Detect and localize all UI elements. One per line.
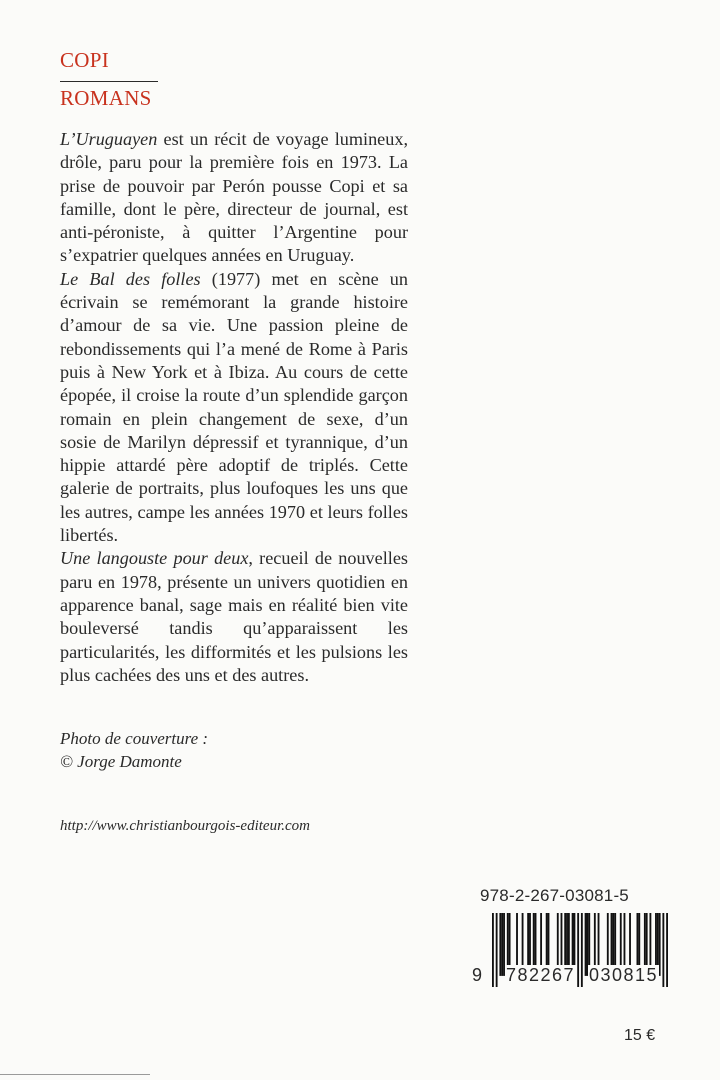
barcode-bar	[577, 913, 579, 987]
barcode-bar	[585, 913, 587, 976]
barcode-digit-first: 9	[472, 965, 484, 985]
photo-credit	[60, 727, 208, 773]
publisher-website: http://www.christianbourgois-editeur.com	[60, 818, 310, 834]
barcode-bar	[662, 913, 664, 987]
book-title-bal-des-folles: Le Bal des folles	[60, 268, 201, 289]
barcode-digits-left: 782267	[506, 965, 576, 985]
author-name: COPI	[60, 48, 110, 72]
header-divider	[60, 81, 158, 82]
blurb	[60, 128, 408, 687]
isbn-number: 978-2-267-03081-5	[480, 886, 629, 905]
barcode-bar	[666, 913, 668, 987]
barcode-digits-right: 030815	[589, 965, 659, 985]
blurb-paragraph-bal-des-folles	[60, 268, 408, 548]
barcode-bar	[492, 913, 494, 987]
barcode-bar	[581, 913, 583, 987]
collection-label: ROMANS	[60, 86, 152, 110]
price: 15 €	[624, 1027, 656, 1044]
book-title-langouste: Une langouste pour deux	[60, 548, 249, 569]
book-title-uruguayen: L’Uruguayen	[60, 129, 158, 149]
blurb-text-uruguayen: est un récit de voyage lumineux, drôle, paru pour la première fois en 1973. La prise de pouvoir par Perón pousse Copi et sa famille, dont le père, directeur de journal, est anti-péroniste, à quitter l’Argentine pour s’expatrier quelques années en Uruguay.	[60, 129, 408, 266]
blurb-text-langouste: , recueil de nouvelles paru en 1978, présente un univers quotidien en apparence banal, sage mais en réalité bien vite bouleversé tandis qu’apparaissent les particularités, les difformités et les pulsions les plus cachées des uns et des autres.	[60, 548, 408, 685]
barcode-bar	[499, 913, 501, 976]
photo-credit-name: © Jorge Damonte	[60, 752, 182, 771]
blurb-text-bal-des-folles: (1977) met en scène un écrivain se remémorant la grande histoire d’amour de sa vie. Une passion pleine de rebondissements qui l’a mené de Rome à Paris puis à New York et à Ibiza. Au cours de cette épopée, il croise la route d’un splendide garçon romain en plein changement de sexe, d’un sosie de Marilyn dépressif et tyrannique, d’un hippie attardé père adoptif de triplés. Cette galerie de portraits, plus loufoques les uns que les autres, campe les années 1970 et leurs folles libertés.	[60, 268, 408, 546]
blurb-paragraph-langouste	[60, 547, 408, 687]
bottom-edge-line	[0, 1074, 150, 1075]
barcode-bar	[496, 913, 498, 987]
blurb-paragraph-uruguayen	[60, 128, 408, 268]
barcode-bar	[501, 913, 503, 976]
photo-credit-label: Photo de couverture :	[60, 729, 209, 748]
